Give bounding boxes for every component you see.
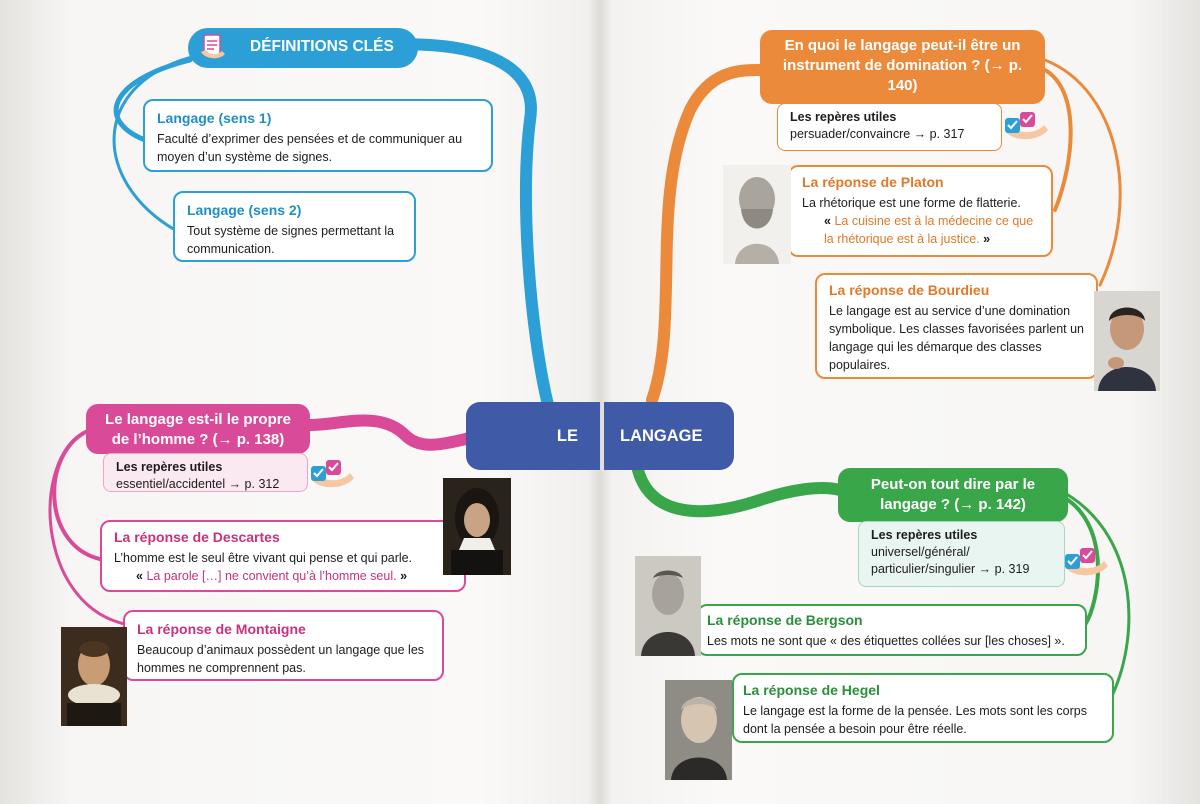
definition-title: Langage (sens 1) xyxy=(157,110,272,126)
answer-box-descartes xyxy=(100,520,466,592)
definition-box-1 xyxy=(143,99,493,172)
answer-text: Le langage est au service d’une domination symbolique. Les classes favorisées parlent un langage qui les démarque des classes populaires. xyxy=(829,304,1084,372)
answer-box-bergson xyxy=(697,604,1087,656)
answer-box-montaigne xyxy=(123,610,444,681)
answer-quote-line xyxy=(802,212,1039,248)
answer-title: La réponse de Montaigne xyxy=(137,621,306,637)
answer-title: La réponse de Platon xyxy=(802,174,944,190)
definitions-header xyxy=(188,28,418,68)
tips-text: essentiel/accidentel → p. 312 xyxy=(116,477,280,491)
bourdieu-portrait xyxy=(1094,291,1160,391)
connector-green-hegel xyxy=(1068,495,1129,700)
document-icon xyxy=(198,32,228,62)
answer-text: La rhétorique est une forme de flatterie. xyxy=(802,196,1021,210)
answer-title: La réponse de Descartes xyxy=(114,529,280,545)
quote-open-mark: « xyxy=(136,569,143,583)
tips-box-green xyxy=(858,521,1065,587)
quote-open-mark: « xyxy=(824,214,831,228)
connector-pink-main xyxy=(310,421,470,445)
definition-text: Tout système de signes permettant la communication. xyxy=(187,224,395,256)
platon-bust xyxy=(723,165,791,264)
center-word-langage: LANGAGE xyxy=(620,426,703,445)
connector-orange-bourdieu xyxy=(1045,60,1120,285)
descartes-portrait xyxy=(443,478,511,575)
tips-title: Les repères utiles xyxy=(116,460,223,474)
connector-green-main xyxy=(638,470,840,511)
tips-title: Les repères utiles xyxy=(790,110,897,124)
tips-text: persuader/convaincre → p. 317 xyxy=(790,127,965,141)
checklist-hand-icon xyxy=(1060,546,1110,580)
answer-quote: La parole […] ne convient qu’à l’homme seul. xyxy=(146,569,397,583)
checklist-hand-icon xyxy=(1000,110,1050,144)
definition-title: Langage (sens 2) xyxy=(187,202,302,218)
question-box-green xyxy=(838,468,1068,522)
answer-box-bourdieu xyxy=(815,273,1098,379)
bergson-portrait xyxy=(635,556,701,656)
definitions-title: DÉFINITIONS CLÉS xyxy=(250,38,394,55)
montaigne-portrait xyxy=(61,627,127,726)
tips-text: universel/général/ particulier/singulier → p. 319 xyxy=(871,545,1030,576)
question-text: En quoi le langage peut-il être un instrument de domination ? (→ p. 140) xyxy=(782,37,1023,94)
tips-box-orange xyxy=(777,103,1002,151)
answer-quote: La cuisine est à la médecine ce que la rhétorique est à la justice. xyxy=(824,214,1034,246)
checklist-hand-icon xyxy=(306,458,356,492)
answer-box-hegel xyxy=(732,673,1114,743)
center-word-le: LE xyxy=(556,426,578,445)
question-box-orange xyxy=(760,30,1045,104)
center-label-right xyxy=(604,402,734,470)
answer-quote-line xyxy=(114,567,452,585)
answer-text: Les mots ne sont que « des étiquettes collées sur [les choses] ». xyxy=(707,634,1065,648)
answer-title: La réponse de Bergson xyxy=(707,612,863,628)
answer-title: La réponse de Hegel xyxy=(743,682,880,698)
tips-title: Les repères utiles xyxy=(871,528,978,542)
quote-close-mark: » xyxy=(400,569,408,583)
definition-text: Faculté d’exprimer des pensées et de communiquer au moyen d’un système de signes. xyxy=(157,132,463,164)
definition-box-2 xyxy=(173,191,416,262)
hegel-portrait xyxy=(665,680,732,780)
answer-box-platon xyxy=(788,165,1053,257)
answer-text: Beaucoup d’animaux possèdent un langage que les hommes ne comprennent pas. xyxy=(137,643,425,675)
tips-box-pink xyxy=(103,453,308,492)
answer-title: La réponse de Bourdieu xyxy=(829,282,990,298)
answer-text: L’homme est le seul être vivant qui pense et qui parle. xyxy=(114,551,413,565)
quote-close-mark: » xyxy=(983,232,991,246)
question-text: Peut-on tout dire par le langage ? (→ p. 142) xyxy=(870,476,1036,513)
answer-text: Le langage est la forme de la pensée. Les mots sont les corps dont la pensée a besoin pour être réelle. xyxy=(743,704,1087,736)
question-box-pink xyxy=(86,404,310,454)
question-text: Le langage est-il le propre de l’homme ? (→ p. 138) xyxy=(105,411,291,448)
center-label-left xyxy=(466,402,600,470)
